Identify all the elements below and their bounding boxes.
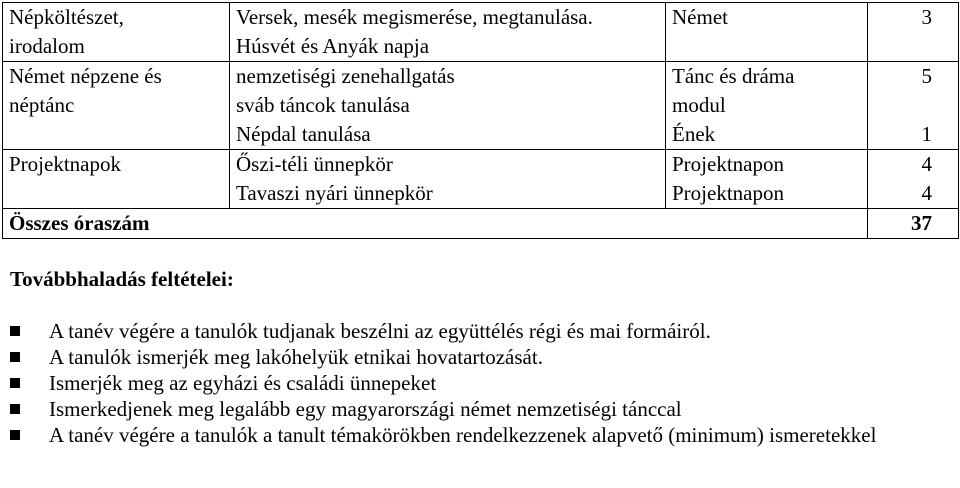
topics-cell: Versek, mesék megismerése, megtanulása. Húsvét és Anyák napja (230, 3, 666, 62)
hours-cell: 3 (868, 3, 959, 62)
area-cell: Német népzene és néptánc (3, 62, 230, 150)
square-bullet-icon (10, 352, 20, 362)
subject-cell: Német (666, 3, 868, 62)
subject-cell: Tánc és dráma modul Ének (666, 62, 868, 150)
area-cell: Népköltészet, irodalom (3, 3, 230, 62)
table-row (3, 3, 959, 62)
total-row (3, 209, 959, 239)
square-bullet-icon (10, 404, 20, 414)
list-item: A tanulók ismerjék meg lakóhelyük etnikai hovatartozását. (8, 344, 948, 370)
total-label: Összes óraszám (3, 209, 868, 239)
list-item: A tanév végére a tanulók tudjanak beszélni az együttélés régi és mai formáiról. (8, 318, 948, 344)
square-bullet-icon (10, 430, 20, 440)
subject-cell: Projektnapon Projektnapon (666, 150, 868, 209)
topics-cell: nemzetiségi zenehallgatás sváb táncok tanulása Népdal tanulása (230, 62, 666, 150)
table-row (3, 150, 959, 209)
list-item: Ismerjék meg az egyházi és családi ünnepeket (8, 370, 948, 396)
hours-cell: 4 4 (868, 150, 959, 209)
requirements-list (8, 318, 948, 448)
square-bullet-icon (10, 326, 20, 336)
table-row (3, 62, 959, 150)
area-cell: Projektnapok (3, 150, 230, 209)
total-value: 37 (868, 209, 959, 239)
section-title: Továbbhaladás feltételei: (10, 267, 234, 291)
curriculum-table (2, 2, 959, 239)
list-item: A tanév végére a tanulók a tanult témakörökben rendelkezzenek alapvető (minimum) ismeretekkel (8, 422, 948, 448)
square-bullet-icon (10, 378, 20, 388)
hours-cell: 5 1 (868, 62, 959, 150)
topics-cell: Őszi-téli ünnepkör Tavaszi nyári ünnepkör (230, 150, 666, 209)
list-item: Ismerkedjenek meg legalább egy magyarországi német nemzetiségi tánccal (8, 396, 948, 422)
